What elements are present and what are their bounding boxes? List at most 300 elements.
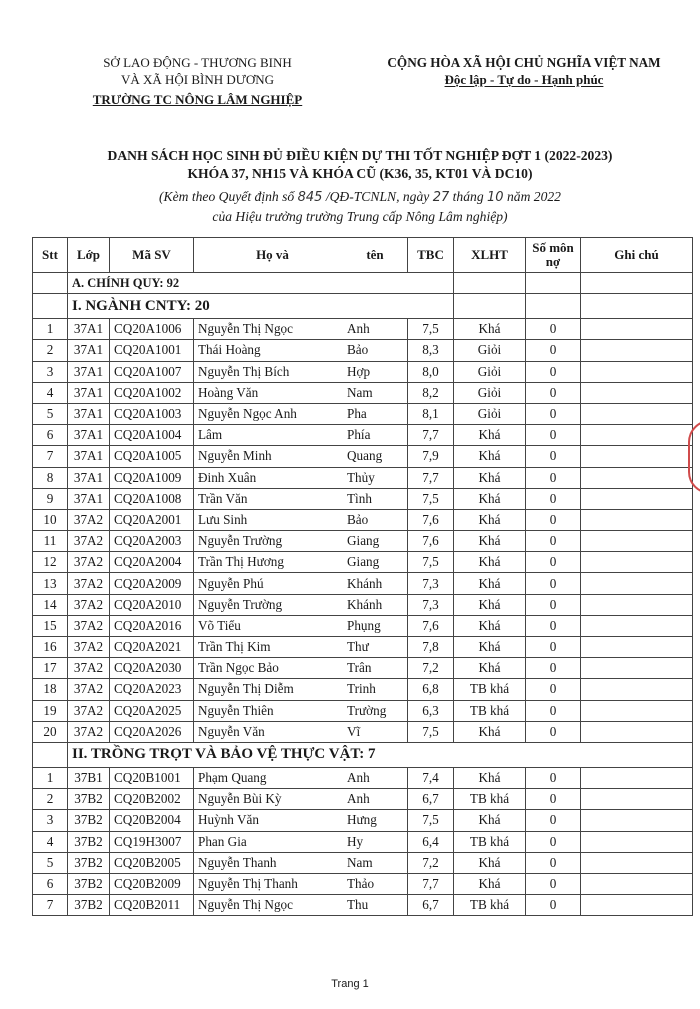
- cell-xlht: Giỏi: [454, 403, 526, 424]
- cell-tbc: 7,5: [408, 721, 454, 742]
- cell-lop: 37A1: [68, 403, 110, 424]
- cell-tbc: 6,8: [408, 679, 454, 700]
- section-a-row: [33, 273, 693, 294]
- cell-somonno: 0: [526, 789, 581, 810]
- cell-ghichu: [581, 637, 693, 658]
- cell-masv: CQ20B2005: [110, 852, 194, 873]
- table-row: [33, 789, 693, 810]
- cell-tbc: 6,7: [408, 789, 454, 810]
- cell-lop: 37A2: [68, 594, 110, 615]
- cell-ten: Hy: [347, 833, 364, 849]
- cell-tbc: 6,4: [408, 831, 454, 852]
- cell-xlht: Khá: [454, 552, 526, 573]
- cell-lop: 37A1: [68, 467, 110, 488]
- cell-ho: Nguyễn Trường: [198, 533, 283, 549]
- cell-somonno: 0: [526, 509, 581, 530]
- col-masv: Mã SV: [110, 238, 194, 273]
- cell-ten: Trinh: [347, 681, 376, 697]
- cell-hoten: [194, 721, 408, 742]
- cell-ho: Nguyễn Thị Thanh: [198, 875, 298, 891]
- cell-ten: Giang: [347, 554, 380, 570]
- cell-stt: 13: [33, 573, 68, 594]
- cell-masv: CQ20A2023: [110, 679, 194, 700]
- cell-tbc: 6,7: [408, 895, 454, 916]
- cell-lop: 37A1: [68, 488, 110, 509]
- cell-tbc: 8,0: [408, 361, 454, 382]
- cell-ghichu: [581, 594, 693, 615]
- cell-ghichu: [581, 319, 693, 340]
- cell-masv: CQ20A1004: [110, 425, 194, 446]
- cell-stt: 5: [33, 403, 68, 424]
- cell-lop: 37B2: [68, 895, 110, 916]
- cell-ghichu: [581, 831, 693, 852]
- issuer-header: [80, 54, 315, 108]
- title-line-2: KHÓA 37, NH15 VÀ KHÓA CŨ (K36, 35, KT01 VÀ DC10): [187, 166, 533, 181]
- cell-ho: Trần Ngọc Bảo: [198, 660, 279, 676]
- student-table: [32, 237, 693, 916]
- col-hoten: Họ và tên: [194, 238, 408, 273]
- table-row: [33, 679, 693, 700]
- cell-lop: 37B1: [68, 767, 110, 788]
- cell-tbc: 7,5: [408, 552, 454, 573]
- cell-ghichu: [581, 361, 693, 382]
- table-row: [33, 637, 693, 658]
- title-line-4: của Hiệu trưởng trường Trung cấp Nông Lâm nghiệp): [212, 209, 508, 224]
- cell-xlht: TB khá: [454, 679, 526, 700]
- cell-ghichu: [581, 700, 693, 721]
- issuer-line-2: VÀ XÃ HỘI BÌNH DƯƠNG: [120, 72, 275, 87]
- cell-ghichu: [581, 446, 693, 467]
- col-lop: Lớp: [68, 238, 110, 273]
- cell-ghichu: [581, 531, 693, 552]
- cell-ten: Giang: [347, 533, 380, 549]
- cell-xlht: Khá: [454, 810, 526, 831]
- cell-lop: 37A2: [68, 573, 110, 594]
- cell-xlht: Khá: [454, 637, 526, 658]
- cell-ho: Thái Hoàng: [198, 342, 261, 358]
- cell-ghichu: [581, 467, 693, 488]
- cell-masv: CQ20A1003: [110, 403, 194, 424]
- cell-tbc: 7,5: [408, 319, 454, 340]
- table-row: [33, 319, 693, 340]
- cell-ten: Thư: [347, 639, 369, 655]
- cell-tbc: 7,6: [408, 615, 454, 636]
- cell-masv: CQ20A2030: [110, 658, 194, 679]
- cell-lop: 37A2: [68, 637, 110, 658]
- cell-ho: Nguyễn Thị Diễm: [198, 681, 294, 697]
- col-xlht: XLHT: [454, 238, 526, 273]
- cell-ten: Hưng: [347, 812, 377, 828]
- cell-lop: 37B2: [68, 852, 110, 873]
- cell-hoten: [194, 319, 408, 340]
- cell-hoten: [194, 658, 408, 679]
- cell-hoten: [194, 340, 408, 361]
- cell-tbc: 7,7: [408, 873, 454, 894]
- cell-stt: 18: [33, 679, 68, 700]
- section-a-label: A. CHÍNH QUY: 92: [68, 273, 454, 294]
- cell-ho: Nguyễn Ngọc Anh: [198, 406, 297, 422]
- cell-somonno: 0: [526, 831, 581, 852]
- cell-xlht: Khá: [454, 446, 526, 467]
- decision-month: 10: [487, 190, 504, 205]
- cell-hoten: [194, 361, 408, 382]
- cell-ten: Pha: [347, 406, 367, 422]
- cell-somonno: 0: [526, 552, 581, 573]
- cell-tbc: 7,4: [408, 767, 454, 788]
- cell-tbc: 8,1: [408, 403, 454, 424]
- cell-xlht: Khá: [454, 873, 526, 894]
- cell-hoten: [194, 403, 408, 424]
- cell-stt: 1: [33, 319, 68, 340]
- cell-xlht: Khá: [454, 658, 526, 679]
- cell-hoten: [194, 509, 408, 530]
- cell-tbc: 7,6: [408, 531, 454, 552]
- cell-masv: CQ20A2004: [110, 552, 194, 573]
- cell-stt: 10: [33, 509, 68, 530]
- cell-hoten: [194, 446, 408, 467]
- cell-hoten: [194, 552, 408, 573]
- cell-tbc: 7,5: [408, 810, 454, 831]
- cell-ghichu: [581, 767, 693, 788]
- cell-xlht: Khá: [454, 488, 526, 509]
- cell-stt: 7: [33, 446, 68, 467]
- national-header: [350, 54, 698, 88]
- cell-xlht: Khá: [454, 573, 526, 594]
- table-row: [33, 446, 693, 467]
- cell-stt: 15: [33, 615, 68, 636]
- cell-somonno: 0: [526, 319, 581, 340]
- cell-tbc: 7,7: [408, 467, 454, 488]
- table-header-row: [33, 238, 693, 273]
- cell-ghichu: [581, 789, 693, 810]
- cell-ho: Trần Văn: [198, 490, 248, 506]
- cell-ghichu: [581, 679, 693, 700]
- cell-stt: 8: [33, 467, 68, 488]
- cell-ten: Anh: [347, 791, 370, 807]
- cell-ghichu: [581, 721, 693, 742]
- cell-hoten: [194, 873, 408, 894]
- cell-ho: Trần Thị Kim: [198, 639, 271, 655]
- table-row: [33, 403, 693, 424]
- cell-masv: CQ20B2009: [110, 873, 194, 894]
- cell-ghichu: [581, 403, 693, 424]
- cell-hoten: [194, 831, 408, 852]
- cell-masv: CQ20A1005: [110, 446, 194, 467]
- issuer-line-1: SỞ LAO ĐỘNG - THƯƠNG BINH: [103, 55, 292, 70]
- cell-xlht: Khá: [454, 319, 526, 340]
- cell-hoten: [194, 425, 408, 446]
- cell-masv: CQ20B1001: [110, 767, 194, 788]
- cell-ho: Hoàng Văn: [198, 384, 259, 400]
- cell-lop: 37A2: [68, 509, 110, 530]
- cell-somonno: 0: [526, 573, 581, 594]
- cell-stt: 6: [33, 873, 68, 894]
- cell-stt: 2: [33, 340, 68, 361]
- cell-somonno: 0: [526, 852, 581, 873]
- cell-xlht: TB khá: [454, 831, 526, 852]
- cell-lop: 37A1: [68, 382, 110, 403]
- cell-masv: CQ20A1009: [110, 467, 194, 488]
- cell-ho: Phạm Quang: [198, 770, 267, 786]
- section-1-row: [33, 294, 693, 319]
- cell-stt: 4: [33, 831, 68, 852]
- col-stt: Stt: [33, 238, 68, 273]
- table-row: [33, 552, 693, 573]
- table-row: [33, 767, 693, 788]
- cell-ho: Phan Gia: [198, 833, 247, 849]
- table-row: [33, 615, 693, 636]
- cell-stt: 4: [33, 382, 68, 403]
- cell-tbc: 7,2: [408, 852, 454, 873]
- school-name: TRƯỜNG TC NÔNG LÂM NGHIỆP: [92, 92, 303, 107]
- cell-ho: Huỳnh Văn: [198, 812, 259, 828]
- cell-stt: 2: [33, 789, 68, 810]
- cell-stt: 3: [33, 810, 68, 831]
- table-row: [33, 831, 693, 852]
- cell-ghichu: [581, 382, 693, 403]
- cell-somonno: 0: [526, 467, 581, 488]
- cell-xlht: Khá: [454, 721, 526, 742]
- cell-stt: 16: [33, 637, 68, 658]
- cell-tbc: 8,3: [408, 340, 454, 361]
- title-line-1: DANH SÁCH HỌC SINH ĐỦ ĐIỀU KIỆN DỰ THI TỐT NGHIỆP ĐỢT 1 (2022-2023): [107, 148, 613, 163]
- cell-ho: Nguyễn Thị Ngọc: [198, 321, 293, 337]
- table-row: [33, 700, 693, 721]
- cell-lop: 37B2: [68, 810, 110, 831]
- cell-hoten: [194, 789, 408, 810]
- cell-hoten: [194, 573, 408, 594]
- cell-hoten: [194, 467, 408, 488]
- table-row: [33, 531, 693, 552]
- cell-tbc: 7,6: [408, 509, 454, 530]
- cell-lop: 37A1: [68, 340, 110, 361]
- cell-ghichu: [581, 810, 693, 831]
- cell-stt: 3: [33, 361, 68, 382]
- table-row: [33, 382, 693, 403]
- cell-masv: CQ20A1008: [110, 488, 194, 509]
- cell-xlht: TB khá: [454, 895, 526, 916]
- cell-stt: 5: [33, 852, 68, 873]
- cell-ten: Bảo: [347, 342, 369, 358]
- cell-ten: Tình: [347, 490, 372, 506]
- cell-lop: 37A2: [68, 658, 110, 679]
- cell-lop: 37A2: [68, 552, 110, 573]
- cell-stt: 7: [33, 895, 68, 916]
- cell-ten: Trường: [347, 702, 387, 718]
- title-line-3: (Kèm theo Quyết định số 845 /QĐ-TCNLN, ngày 27 tháng 10 năm 2022: [159, 189, 561, 205]
- cell-xlht: Giỏi: [454, 361, 526, 382]
- cell-stt: 11: [33, 531, 68, 552]
- cell-ten: Khánh: [347, 596, 383, 612]
- cell-hoten: [194, 852, 408, 873]
- cell-ghichu: [581, 873, 693, 894]
- cell-masv: CQ20B2002: [110, 789, 194, 810]
- cell-somonno: 0: [526, 615, 581, 636]
- table-row: [33, 873, 693, 894]
- cell-hoten: [194, 767, 408, 788]
- cell-ghichu: [581, 340, 693, 361]
- cell-ho: Nguyễn Thị Ngọc: [198, 897, 293, 913]
- cell-somonno: 0: [526, 873, 581, 894]
- cell-ten: Vĩ: [347, 723, 361, 739]
- cell-xlht: TB khá: [454, 789, 526, 810]
- cell-ho: Trần Thị Hương: [198, 554, 284, 570]
- cell-ten: Phía: [347, 427, 371, 443]
- cell-hoten: [194, 531, 408, 552]
- cell-somonno: 0: [526, 637, 581, 658]
- cell-masv: CQ20B2004: [110, 810, 194, 831]
- cell-masv: CQ20A2026: [110, 721, 194, 742]
- cell-tbc: 7,3: [408, 573, 454, 594]
- cell-somonno: 0: [526, 403, 581, 424]
- cell-tbc: 7,9: [408, 446, 454, 467]
- cell-masv: CQ20A2025: [110, 700, 194, 721]
- cell-xlht: TB khá: [454, 700, 526, 721]
- cell-ho: Nguyễn Thị Bích: [198, 363, 290, 379]
- cell-somonno: 0: [526, 658, 581, 679]
- cell-ho: Nguyễn Thiên: [198, 702, 274, 718]
- cell-ho: Nguyễn Phú: [198, 575, 264, 591]
- cell-somonno: 0: [526, 679, 581, 700]
- table-row: [33, 467, 693, 488]
- section-2-title: II. TRỒNG TRỌT VÀ BẢO VỆ THỰC VẬT: 7: [68, 742, 693, 767]
- cell-ho: Đinh Xuân: [198, 469, 257, 485]
- cell-lop: 37A2: [68, 615, 110, 636]
- document-title: [40, 147, 680, 226]
- cell-masv: CQ20A1006: [110, 319, 194, 340]
- cell-ghichu: [581, 573, 693, 594]
- cell-lop: 37A2: [68, 721, 110, 742]
- page-number: Trang 1: [331, 978, 369, 990]
- cell-ho: Lưu Sinh: [198, 511, 248, 527]
- cell-ten: Quang: [347, 448, 383, 464]
- cell-ho: Nguyễn Bùi Kỳ: [198, 791, 282, 807]
- cell-ten: Bảo: [347, 511, 369, 527]
- table-row: [33, 658, 693, 679]
- cell-lop: 37A2: [68, 679, 110, 700]
- section-2-row: [33, 742, 693, 767]
- cell-masv: CQ19H3007: [110, 831, 194, 852]
- table-row: [33, 509, 693, 530]
- cell-tbc: 7,8: [408, 637, 454, 658]
- cell-ho: Nguyễn Văn: [198, 723, 265, 739]
- cell-ho: Nguyễn Minh: [198, 448, 272, 464]
- cell-ho: Nguyễn Trường: [198, 596, 283, 612]
- cell-stt: 9: [33, 488, 68, 509]
- cell-masv: CQ20A2010: [110, 594, 194, 615]
- table-row: [33, 852, 693, 873]
- cell-masv: CQ20A2001: [110, 509, 194, 530]
- cell-stt: 14: [33, 594, 68, 615]
- cell-ten: Thu: [347, 897, 369, 913]
- cell-xlht: Khá: [454, 425, 526, 446]
- cell-lop: 37B2: [68, 831, 110, 852]
- cell-lop: 37A1: [68, 446, 110, 467]
- cell-ho: Võ Tiểu: [198, 617, 241, 633]
- cell-xlht: Khá: [454, 509, 526, 530]
- cell-hoten: [194, 488, 408, 509]
- cell-masv: CQ20A2009: [110, 573, 194, 594]
- cell-hoten: [194, 594, 408, 615]
- cell-ten: Thủy: [347, 469, 375, 485]
- cell-tbc: 7,7: [408, 425, 454, 446]
- cell-masv: CQ20B2011: [110, 895, 194, 916]
- cell-somonno: 0: [526, 700, 581, 721]
- national-name: CỘNG HÒA XÃ HỘI CHỦ NGHĨA VIỆT NAM: [387, 55, 661, 70]
- cell-ho: Lâm: [198, 427, 223, 443]
- cell-xlht: Khá: [454, 767, 526, 788]
- cell-xlht: Khá: [454, 852, 526, 873]
- cell-somonno: 0: [526, 488, 581, 509]
- cell-somonno: 0: [526, 767, 581, 788]
- cell-masv: CQ20A2003: [110, 531, 194, 552]
- cell-lop: 37A1: [68, 361, 110, 382]
- cell-stt: 19: [33, 700, 68, 721]
- cell-xlht: Giỏi: [454, 340, 526, 361]
- cell-xlht: Khá: [454, 531, 526, 552]
- cell-masv: CQ20A1007: [110, 361, 194, 382]
- decision-day: 27: [432, 190, 450, 205]
- col-tbc: TBC: [408, 238, 454, 273]
- cell-hoten: [194, 382, 408, 403]
- cell-stt: 12: [33, 552, 68, 573]
- cell-hoten: [194, 637, 408, 658]
- cell-ghichu: [581, 852, 693, 873]
- cell-tbc: 7,2: [408, 658, 454, 679]
- cell-ten: Hợp: [347, 363, 371, 379]
- cell-ten: Trân: [347, 660, 372, 676]
- cell-hoten: [194, 615, 408, 636]
- cell-somonno: 0: [526, 594, 581, 615]
- cell-ghichu: [581, 615, 693, 636]
- cell-ghichu: [581, 488, 693, 509]
- cell-somonno: 0: [526, 340, 581, 361]
- cell-stt: 1: [33, 767, 68, 788]
- cell-ghichu: [581, 425, 693, 446]
- cell-stt: 6: [33, 425, 68, 446]
- table-row: [33, 425, 693, 446]
- table-row: [33, 361, 693, 382]
- cell-ten: Anh: [347, 321, 370, 337]
- cell-tbc: 6,3: [408, 700, 454, 721]
- cell-ten: Phụng: [347, 617, 381, 633]
- cell-somonno: 0: [526, 382, 581, 403]
- cell-somonno: 0: [526, 531, 581, 552]
- cell-ten: Thảo: [347, 875, 375, 891]
- cell-masv: CQ20A2021: [110, 637, 194, 658]
- cell-ghichu: [581, 658, 693, 679]
- table-row: [33, 810, 693, 831]
- cell-ghichu: [581, 895, 693, 916]
- cell-ten: Nam: [347, 854, 373, 870]
- cell-tbc: 7,5: [408, 488, 454, 509]
- cell-lop: 37A2: [68, 531, 110, 552]
- cell-xlht: Giỏi: [454, 382, 526, 403]
- col-somonno: Số môn nợ: [526, 238, 581, 273]
- cell-lop: 37A2: [68, 700, 110, 721]
- decision-number: 845: [297, 190, 323, 205]
- cell-lop: 37B2: [68, 789, 110, 810]
- table-row: [33, 488, 693, 509]
- table-row: [33, 573, 693, 594]
- table-row: [33, 340, 693, 361]
- cell-masv: CQ20A2016: [110, 615, 194, 636]
- cell-somonno: 0: [526, 721, 581, 742]
- col-ghichu: Ghi chú: [581, 238, 693, 273]
- cell-ho: Nguyễn Thanh: [198, 854, 277, 870]
- table-row: [33, 594, 693, 615]
- cell-xlht: Khá: [454, 594, 526, 615]
